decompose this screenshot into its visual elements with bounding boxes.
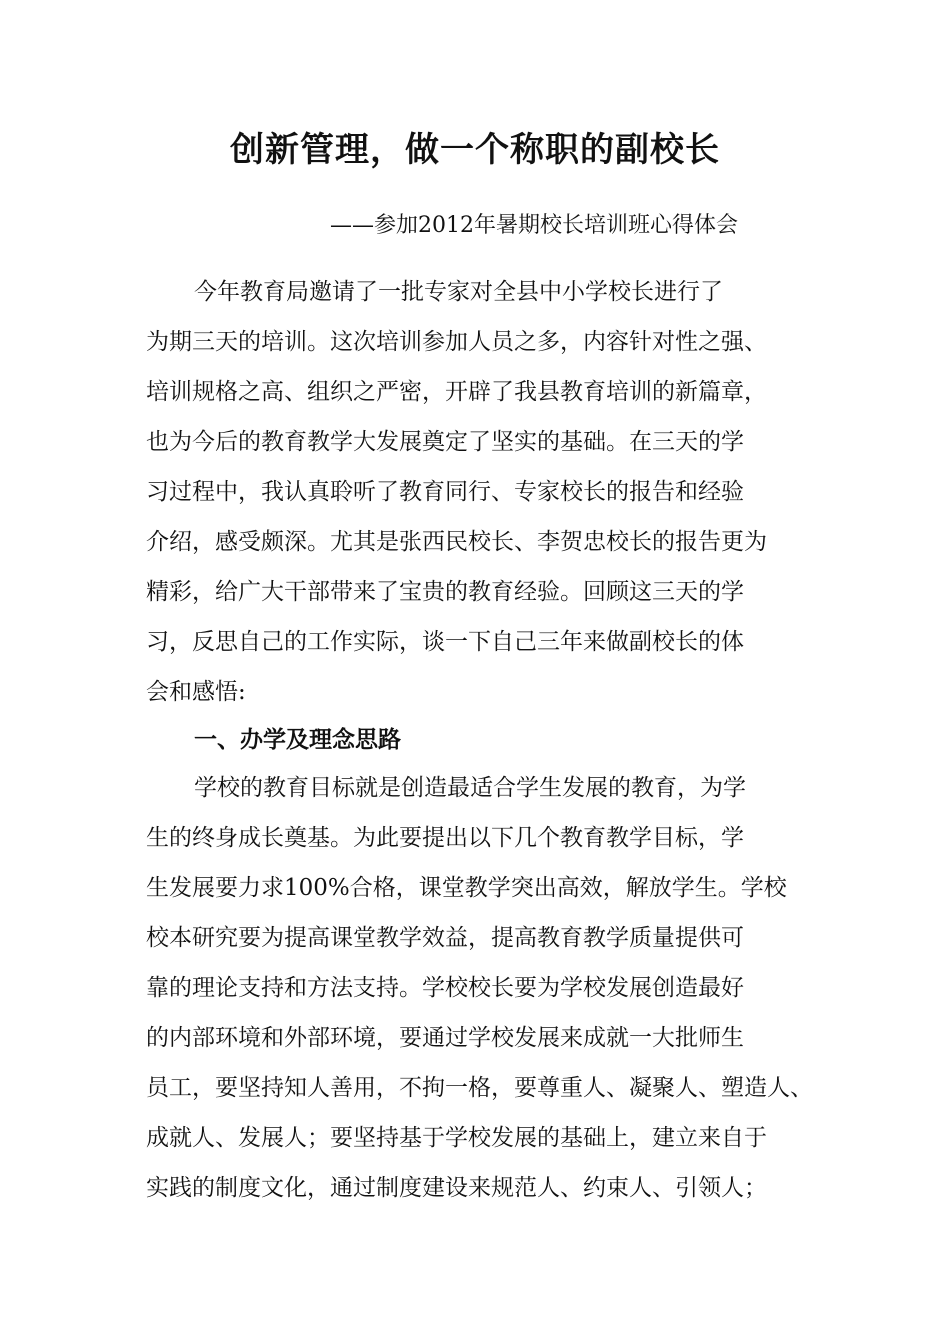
text-line: 生发展要力求100%合格，课堂教学突出高效，解放学生。学校: [146, 875, 787, 901]
text-line: 也为今后的教育教学大发展奠定了坚实的基础。在三天的学: [146, 429, 744, 455]
text-line: 会和感悟:: [146, 679, 246, 705]
text-line: 精彩，给广大干部带来了宝贵的教育经验。回顾这三天的学: [146, 579, 744, 605]
section-heading: 一、办学及理念思路: [194, 727, 401, 753]
text-line: 习过程中，我认真聆听了教育同行、专家校长的报告和经验: [146, 479, 744, 505]
text-line: 校本研究要为提高课堂教学效益，提高教育教学质量提供可: [146, 925, 744, 951]
text-line: 习，反思自己的工作实际，谈一下自己三年来做副校长的体: [146, 629, 744, 655]
text-line: 成就人、发展人；要坚持基于学校发展的基础上，建立来自于: [146, 1125, 767, 1151]
text-line: 培训规格之高、组织之严密，开辟了我县教育培训的新篇章，: [146, 379, 767, 405]
document-subtitle: ——参加2012年暑期校长培训班心得体会: [330, 213, 738, 238]
text-line: 生的终身成长奠基。为此要提出以下几个教育教学目标，学: [146, 825, 744, 851]
document-title: 创新管理，做一个称职的副校长: [230, 130, 720, 170]
text-line: 今年教育局邀请了一批专家对全县中小学校长进行了: [194, 279, 723, 305]
text-line: 介绍，感受颇深。尤其是张西民校长、李贺忠校长的报告更为: [146, 529, 767, 555]
text-line: 靠的理论支持和方法支持。学校校长要为学校发展创造最好: [146, 975, 744, 1001]
text-line: 实践的制度文化，通过制度建设来规范人、约束人、引领人；: [146, 1175, 767, 1201]
text-line: 员工，要坚持知人善用，不拘一格，要尊重人、凝聚人、塑造人、: [146, 1075, 813, 1101]
text-line: 的内部环境和外部环境，要通过学校发展来成就一大批师生: [146, 1025, 744, 1051]
text-line: 为期三天的培训。这次培训参加人员之多，内容针对性之强、: [146, 329, 767, 355]
text-line: 学校的教育目标就是创造最适合学生发展的教育，为学: [194, 775, 746, 801]
